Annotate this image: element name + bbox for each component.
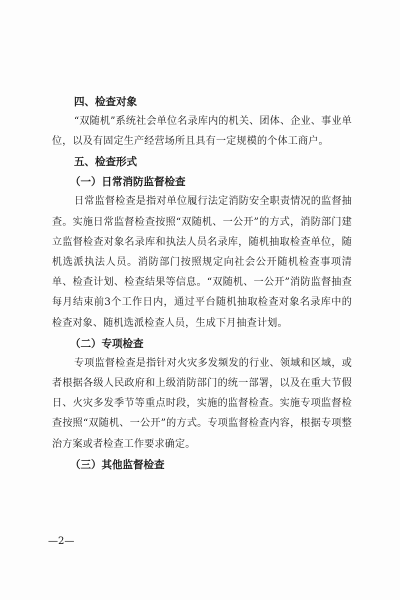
daily-inspection-paragraph: 日常监督检查是指对单位履行法定消防安全职责情况的监督抽查。实施日常监督检查按照“双随机、一公开”的方式，消防部门建立监督检查对象名录库和执法人员名录库，随机抽取检查单位，随机选派执法人员。消防部门按照规定向社会公开随机检查事项清单、检查计划、检查结果等信息。“双随机、一公开”消防监督抽查每月结束前3个工作日内，通过平台随机抽取检查对象名录库中的检查对象、随机选派检查人员，生成下月抽查计划。 <box>52 196 352 329</box>
inspection-targets-paragraph: “双随机”系统社会单位名录库内的机关、团体、企业、事业单位，以及有固定生产经营场所且具有一定规模的个体工商户。 <box>52 116 352 148</box>
subsection-heading-special-inspection: （二）专项检查 <box>70 337 144 350</box>
subsection-heading-daily-inspection: （一）日常消防监督检查 <box>70 176 186 189</box>
subsection-heading-other-inspection: （三）其他监督检查 <box>70 458 165 471</box>
section-heading-inspection-forms: 五、检查形式 <box>74 156 137 169</box>
section-heading-inspection-targets: 四、检查对象 <box>74 96 137 108</box>
page-number: —2— <box>48 536 75 547</box>
special-inspection-paragraph: 专项监督检查是指针对火灾多发频发的行业、领域和区域，或者根据各级人民政府和上级消防部门的统一部署，以及在重大节假日、火灾多发季节等重点时段，实施的监督检查。实施专项监督检查按照“双随机、一公开”的方式。专项监督检查内容，根据专项整治方案或者检查工作要求确定。 <box>52 357 352 450</box>
document-body <box>52 92 352 475</box>
